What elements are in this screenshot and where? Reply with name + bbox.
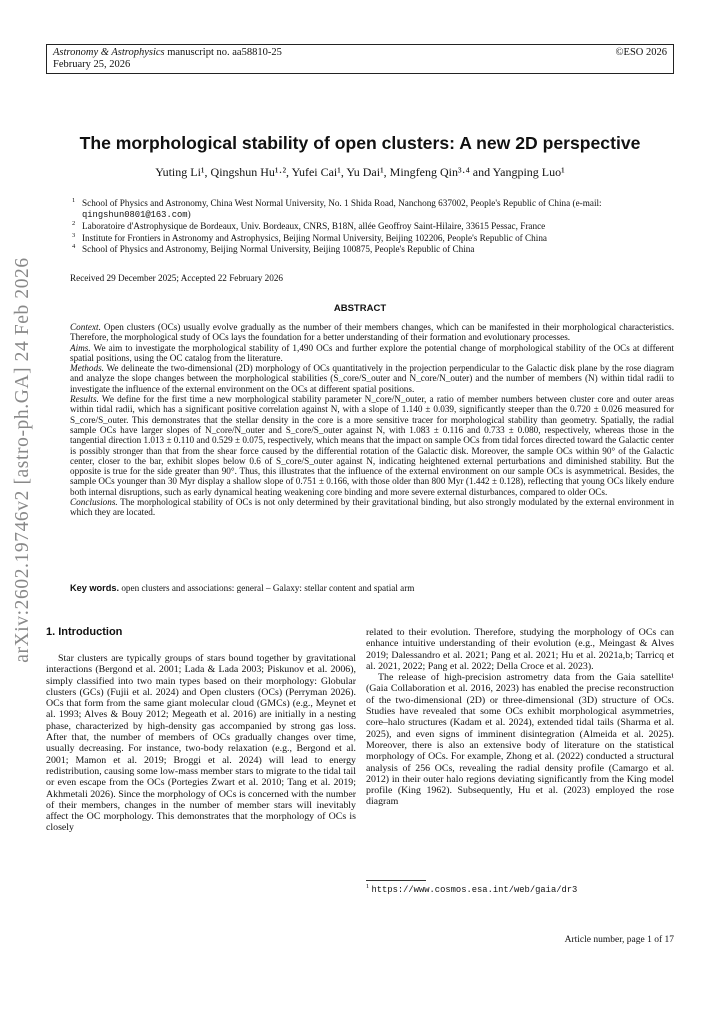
- affiliation-item: [70, 198, 670, 221]
- methods-text: We delineate the two-dimensional (2D) morphology of OCs quantitatively in the projection perpendicular to the Galactic disk plane by the rose diagram and analyze the slope changes between the morphological stabilities (S_core/S_outer and N_core/N_outer) and the number of members (N) within tidal radii to investigate the influence of the external environment on the OCs at different spatial positions.: [70, 363, 674, 394]
- journal-name: Astronomy & Astrophysics: [53, 47, 165, 58]
- footnote-rule: [366, 880, 426, 881]
- affiliation-text: Laboratoire d'Astrophysique de Bordeaux, Univ. Bordeaux, CNRS, B18N, allée Geoffroy Saint-Hilaire, 33615 Pessac, France: [82, 221, 546, 232]
- received-dates: Received 29 December 2025; Accepted 22 February 2026: [70, 273, 284, 283]
- author-list: Yuting Li¹, Qingshun Hu¹·², Yufei Cai¹, Yu Dai¹, Mingfeng Qin³·⁴ and Yangping Luo¹: [155, 165, 565, 179]
- footnote: [366, 883, 577, 895]
- methods-label: Methods.: [70, 363, 104, 374]
- header-date: February 25, 2026: [53, 59, 131, 70]
- affiliation-item: [70, 233, 670, 244]
- context-label: Context.: [70, 322, 101, 332]
- paragraph: related to their evolution. Therefore, studying the morphology of OCs can enhance intuitive understanding of their evolution (e.g., Meingast & Alves 2019; Dalessandro et al. 2021; Pang et al. 2021; Hu et al. 2021a,b; Tarricq et al. 2021, 2022; Pang et al. 2022; Della Croce et al. 2023).: [366, 627, 674, 672]
- conclusions-label: Conclusions.: [70, 497, 118, 508]
- copyright: ©ESO 2026: [615, 47, 667, 58]
- arxiv-stamp-text: arXiv:2602.19746v2 [astro-ph.GA] 24 Feb 2026: [12, 257, 33, 663]
- manuscript-line: [53, 47, 667, 59]
- keywords: [70, 583, 674, 593]
- context-text: Open clusters (OCs) usually evolve gradually as the number of their members changes, which can be manifested in their morphological characteristics. Therefore, the morphological study of OCs lays the foundation for a better understanding of their formation and evolutionary processes.: [70, 322, 674, 343]
- page-number: Article number, page 1 of 17: [564, 935, 674, 945]
- left-column: [46, 653, 356, 834]
- abstract-body: [70, 322, 674, 518]
- abstract-results: [70, 394, 674, 497]
- paragraph: The release of high-precision astrometry data from the Gaia satellite¹ (Gaia Collaboration et al. 2016, 2023) has enabled the precise reconstruction of the two-dimensional (2D) or three-dimensional (3D) structure of OCs. Studies have revealed that some OCs exhibit morphological asymmetries, core–halo structures (Kadam et al. 2024), extended tidal tails (Sharma et al. 2025), and even signs of imminent disintegration (Almeida et al. 2025). Moreover, there is also an extensive body of literature on the statistical morphology of OCs. For example, Zhong et al. (2022) conducted a structural analysis of 256 OCs, revealing the radial density profile (Camargo et al. 2012) in their outer halo regions deviating significantly from the King model profile (King 1962). Subsequently, Hu et al. (2023) employed the rose diagram: [366, 672, 674, 808]
- journal-header: [46, 44, 674, 74]
- affiliations: [70, 198, 670, 255]
- section-title: 1. Introduction: [46, 626, 123, 638]
- arxiv-stamp: [6, 257, 40, 663]
- keywords-text: open clusters and associations: general – Galaxy: stellar content and spatial arm: [119, 583, 415, 593]
- paper-title: The morphological stability of open clusters: A new 2D perspective: [79, 133, 641, 153]
- footnote-number: 1: [366, 883, 370, 890]
- affiliation-number: 2: [72, 220, 76, 228]
- manuscript-number: manuscript no. aa58810-25: [164, 47, 282, 58]
- conclusions-text: The morphological stability of OCs is not only determined by their gravitational binding, but also strongly modulated by the external environment in which they are located.: [70, 497, 674, 518]
- results-label: Results.: [70, 394, 99, 405]
- footnote-url[interactable]: https://www.cosmos.esa.int/web/gaia/dr3: [371, 884, 578, 895]
- paragraph: Star clusters are typically groups of stars bound together by gravitational interactions (Bergond et al. 2001; Lada & Lada 2003; Piskunov et al. 2006), simply classified into two main types based on their morphology: Globular clusters (GCs) (Fujii et al. 2024) and Open clusters (OCs) (Perryman 2026). OCs that form from the same giant molecular cloud (GMCs) (e.g., Meynet et al. 1993; Alves & Bouy 2012; Megeath et al. 2016) are initially in a nesting phase, characterized by high-density gas accompanied by strong gas loss. After that, the number of members of OCs gradually changes over time, usually decreasing. For instance, two-body relaxation (e.g., Bergond et al. 2001; Mamon et al. 2019; Broggi et al. 2024) will lead to energy redistribution, causing some low-mass member stars to migrate to the tidal tail or even escape from the OCs (Portegies Zwart et al. 2010; Tang et al. 2019; Akhmetali 2026). Since the morphology of OCs is concerned with the number of their members, changes in the number of member stars will inevitably affect the OC morphology. This demonstrates that the morphology of OCs is closely: [46, 653, 356, 834]
- affiliation-item: [70, 221, 670, 232]
- affiliation-tail: ): [187, 209, 191, 220]
- affiliation-text: Institute for Frontiers in Astronomy and Astrophysics, Beijing Normal University, Beijing 102206, People's Republic of China: [82, 232, 547, 243]
- results-text: We define for the first time a new morphological stability parameter N_core/N_outer, a ratio of member numbers between cluster core and outer areas within tidal radii, which has a significant positive correlation against N, with a slope of 1.140 ± 0.039, significantly steeper than the 0.720 ± 0.026 measured for S_core/S_outer. This demonstrates that the stellar density in the core is a more sensitive tracer for morphological stability than geometry. Spatially, the radial sample OCs have larger slopes of N_core/N_outer and S_core/S_outer against N, with 1.083 ± 0.116 and 0.733 ± 0.080, respectively, whereas those in the tangential direction 1.013 ± 0.110 and 0.529 ± 0.075, respectively, which means that the impact on sample OCs from tidal forces directed toward the Galactic center is possibly stronger than that from the shear force caused by the differential rotation of the Galactic disk. Moreover, the sample OCs within 90° of the Galactic center, closer to the bar, exhibit slopes below 0.6 of S_core/S_outer against N, indicating heightened external perturbations and diminished stability. But the opposite is true for the side greater than 90°. Thus, this illustrates that the influence of the external environment on our sample OCs is asymmetrical. Besides, the sample OCs younger than 30 Myr display a shallow slope of 0.751 ± 0.166, with those older than 800 Myr (1.442 ± 0.128), reflecting that young OCs likely endure both internal disruptions, such as early dynamical heating weakening core binding and more severe external disturbances, compared to older OCs.: [70, 394, 674, 497]
- email-address[interactable]: qingshun0801@163.com: [82, 210, 188, 221]
- aims-text: We aim to investigate the morphological stability of 1,490 OCs and further explore the potential change of morphological stability of the OCs at different spatial positions, using the OC catalog from the literature.: [70, 342, 674, 363]
- affiliation-number: 3: [72, 231, 76, 239]
- abstract-heading: ABSTRACT: [333, 303, 387, 314]
- keywords-label: Key words.: [70, 583, 120, 593]
- abstract-aims: [70, 343, 674, 364]
- aims-label: Aims.: [70, 342, 91, 353]
- affiliation-text: School of Physics and Astronomy, Beijing Normal University, Beijing 100875, People's Republic of China: [82, 243, 475, 254]
- right-column: [366, 627, 674, 808]
- affiliation-number: 1: [72, 197, 76, 204]
- abstract-methods: [70, 363, 674, 394]
- abstract-context: [70, 322, 674, 343]
- abstract-conclusions: [70, 497, 674, 518]
- affiliation-number: 4: [72, 242, 76, 250]
- affiliation-item: [70, 244, 670, 255]
- affiliation-text: School of Physics and Astronomy, China West Normal University, No. 1 Shida Road, Nanchong 637002, People's Republic of China (e-mail:: [82, 198, 602, 208]
